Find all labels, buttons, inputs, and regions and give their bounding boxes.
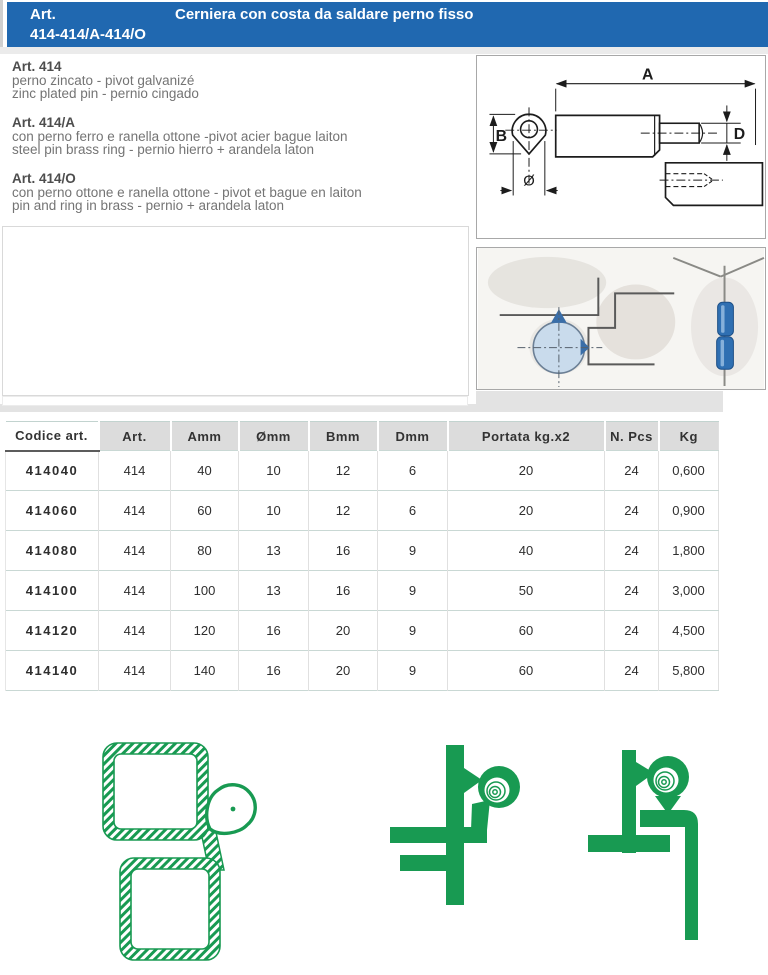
description-article-title: Art. 414/A — [12, 115, 76, 130]
table-cell: 24 — [605, 651, 659, 691]
table-cell: 9 — [378, 571, 448, 611]
dim-label-b: B — [495, 128, 508, 146]
column-header: Ømm — [239, 422, 309, 451]
table-cell: 414 — [99, 651, 171, 691]
table-cell: 414 — [99, 571, 171, 611]
dim-label-diameter: Ø — [523, 173, 535, 190]
table-row — [6, 571, 719, 611]
description-line: con perno ferro e ranella ottone -pivot acier bague laiton — [12, 129, 348, 144]
table-cell: 414 — [99, 491, 171, 531]
table-cell: 80 — [171, 531, 239, 571]
table-row — [6, 531, 719, 571]
column-header: Dmm — [378, 422, 448, 451]
table-cell: 3,000 — [659, 571, 719, 611]
table-cell: 414 — [99, 611, 171, 651]
table-cell: 12 — [309, 451, 378, 491]
dim-label-d: D — [733, 126, 746, 144]
product-figures — [0, 730, 768, 975]
description-line: steel pin brass ring - pernio hierro + arandela laton — [12, 142, 315, 157]
table-cell: 9 — [378, 651, 448, 691]
table-cell: 414100 — [6, 571, 99, 611]
table-cell: 0,900 — [659, 491, 719, 531]
technical-drawing — [476, 55, 766, 239]
column-header: Amm — [171, 422, 239, 451]
table-cell: 24 — [605, 571, 659, 611]
table-row — [6, 491, 719, 531]
table-cell: 40 — [171, 451, 239, 491]
technical-drawing-svg — [477, 56, 765, 238]
table-cell: 20 — [309, 611, 378, 651]
table-row — [6, 451, 719, 491]
description-article-title: Art. 414/O — [12, 171, 76, 186]
table-cell: 10 — [239, 451, 309, 491]
table-cell: 6 — [378, 451, 448, 491]
table-row — [6, 651, 719, 691]
table-cell: 24 — [605, 451, 659, 491]
figure-welded-section-2 — [588, 750, 698, 940]
column-header: Bmm — [309, 422, 378, 451]
table-cell: 60 — [448, 611, 605, 651]
table-cell: 24 — [605, 611, 659, 651]
column-header: Portata kg.x2 — [448, 422, 605, 451]
column-header: Kg — [659, 422, 719, 451]
table-cell: 16 — [239, 651, 309, 691]
table-cell: 9 — [378, 611, 448, 651]
table-cell: 414 — [99, 451, 171, 491]
table-cell: 0,600 — [659, 451, 719, 491]
empty-content-box — [2, 226, 469, 396]
left-edge-sliver — [0, 0, 3, 54]
article-code — [30, 5, 146, 45]
table-cell: 9 — [378, 531, 448, 571]
table-cell: 1,800 — [659, 531, 719, 571]
table-cell: 13 — [239, 531, 309, 571]
table-cell: 50 — [448, 571, 605, 611]
table-cell: 20 — [309, 651, 378, 691]
table-cell: 5,800 — [659, 651, 719, 691]
description-block — [12, 116, 462, 156]
table-cell: 10 — [239, 491, 309, 531]
description-line: perno zincato - pivot galvanizé — [12, 73, 195, 88]
table-cell: 12 — [309, 491, 378, 531]
table-cell: 6 — [378, 491, 448, 531]
installation-sketch-svg — [477, 248, 765, 389]
table-cell: 16 — [309, 531, 378, 571]
table-cell: 16 — [239, 611, 309, 651]
table-cell: 24 — [605, 491, 659, 531]
table-cell: 414060 — [6, 491, 99, 531]
table-cell: 414040 — [6, 451, 99, 491]
table-cell: 414140 — [6, 651, 99, 691]
table-cell: 20 — [448, 451, 605, 491]
scrollbar-track-right[interactable] — [476, 391, 723, 412]
installation-sketch — [476, 247, 766, 390]
figure-welded-section-1 — [390, 745, 520, 905]
spec-table-body — [6, 451, 719, 691]
description-line: zinc plated pin - pernio cingado — [12, 86, 199, 101]
table-cell: 414120 — [6, 611, 99, 651]
dim-label-a: A — [641, 66, 654, 84]
description-line: pin and ring in brass - pernio + arandela laton — [12, 198, 285, 213]
table-cell: 24 — [605, 531, 659, 571]
page-title: Cerniera con costa da saldare perno fisso — [175, 6, 474, 23]
description-panel — [12, 60, 462, 228]
article-code-numbers: 414-414/A-414/O — [30, 26, 146, 43]
table-cell: 16 — [309, 571, 378, 611]
scrollbar-thumb[interactable] — [2, 396, 468, 406]
article-code-label: Art. — [30, 6, 56, 23]
column-header: Art. — [99, 422, 171, 451]
description-block — [12, 60, 462, 100]
table-cell: 120 — [171, 611, 239, 651]
header-bar — [7, 2, 768, 47]
table-cell: 100 — [171, 571, 239, 611]
table-cell: 60 — [448, 651, 605, 691]
figure-tube-profiles — [103, 743, 255, 960]
spec-table-head — [6, 422, 719, 451]
spec-table — [5, 421, 719, 691]
description-line: con perno ottone e ranella ottone - pivot et bague en laiton — [12, 185, 362, 200]
column-header: Codice art. — [6, 422, 99, 451]
description-article-title: Art. 414 — [12, 59, 62, 74]
table-row — [6, 611, 719, 651]
table-cell: 40 — [448, 531, 605, 571]
table-cell: 60 — [171, 491, 239, 531]
table-cell: 414 — [99, 531, 171, 571]
table-cell: 414080 — [6, 531, 99, 571]
header-divider — [0, 47, 768, 54]
table-cell: 140 — [171, 651, 239, 691]
description-block — [12, 172, 462, 212]
table-cell: 13 — [239, 571, 309, 611]
column-header: N. Pcs — [605, 422, 659, 451]
table-cell: 20 — [448, 491, 605, 531]
table-cell: 4,500 — [659, 611, 719, 651]
